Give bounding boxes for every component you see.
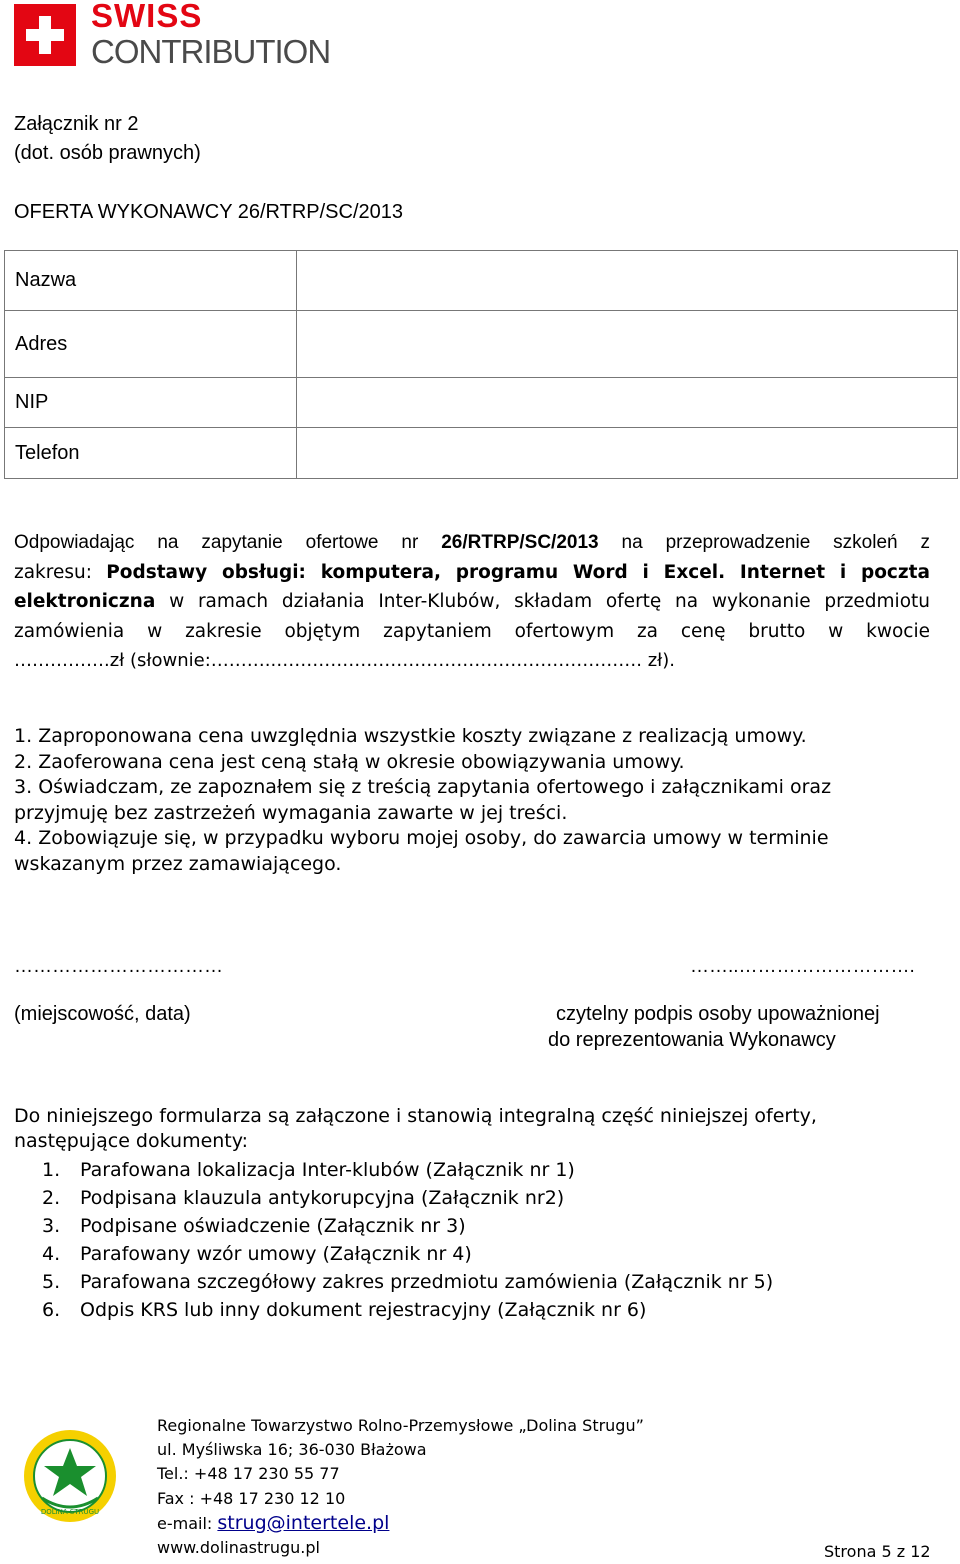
- dolina-strugu-logo-icon: [22, 1428, 118, 1524]
- offer-text: na przeprowadzenie szkoleń z: [621, 532, 931, 553]
- list-item-continued: przyjmuję bez zastrzeżeń wymagania zawarte w jej treści.: [14, 801, 568, 824]
- item-number: 2.: [42, 1187, 61, 1209]
- item-number: 4.: [42, 1243, 61, 1265]
- item-text: Podpisana klauzula antykorupcyjna (Załącznik nr2): [80, 1187, 565, 1209]
- row-label-adres: Adres: [5, 311, 297, 378]
- footer-website[interactable]: www.dolinastrugu.pl: [157, 1538, 320, 1558]
- item-number: 1.: [14, 725, 33, 747]
- offer-number: 26/RTRP/SC/2013: [441, 532, 599, 553]
- attachments-list: [42, 1156, 773, 1324]
- offer-line-1: [14, 528, 930, 558]
- item-text: Parafowany wzór umowy (Załącznik nr 4): [80, 1243, 472, 1265]
- nip-field[interactable]: [297, 378, 958, 428]
- swiss-cross-icon-bar: [26, 29, 64, 41]
- contractor-table: [4, 250, 958, 479]
- logo-line2: CONTRIBUTION: [91, 33, 331, 70]
- row-label-nazwa: Nazwa: [5, 251, 297, 311]
- list-item: [14, 750, 934, 776]
- declarations-list: [14, 724, 934, 877]
- list-item-continued: wskazanym przez zamawiającego.: [14, 852, 342, 875]
- item-text: Odpis KRS lub inny dokument rejestracyjny (Załącznik nr 6): [80, 1299, 647, 1321]
- list-item: [42, 1240, 773, 1268]
- email-link[interactable]: strug@intertele.pl: [217, 1511, 390, 1534]
- dots-place: ……………………………: [14, 956, 223, 977]
- item-number: 6.: [42, 1299, 61, 1321]
- list-item: [42, 1184, 773, 1212]
- list-item: [42, 1268, 773, 1296]
- table-row: [5, 311, 958, 378]
- adres-field[interactable]: [297, 311, 958, 378]
- item-number: 3.: [14, 776, 33, 798]
- dots-signature: ……..……………………….: [690, 956, 915, 977]
- table-row: [5, 251, 958, 311]
- offer-text: zakresu:: [14, 561, 92, 583]
- logo-line1: SWISS: [91, 0, 203, 34]
- footer-org: Regionalne Towarzystwo Rolno-Przemysłowe „Dolina Strugu”: [157, 1416, 644, 1435]
- list-item: [42, 1156, 773, 1184]
- nazwa-field[interactable]: [297, 251, 958, 311]
- footer-email-row: [157, 1511, 644, 1536]
- footer-contact: [157, 1414, 644, 1560]
- item-text: Parafowana lokalizacja Inter-klubów (Załącznik nr 1): [80, 1159, 575, 1181]
- logo-caption: DOLINA STRUGU: [40, 1508, 100, 1516]
- offer-line-2: [14, 558, 930, 588]
- item-number: 5.: [42, 1271, 61, 1293]
- item-text: Zobowiązuje się, w przypadku wyboru mojej osoby, do zawarcia umowy w terminie: [38, 827, 829, 849]
- row-label-nip: NIP: [5, 378, 297, 428]
- table-row: [5, 378, 958, 428]
- attachment-subtitle: (dot. osób prawnych): [14, 142, 201, 164]
- offer-scope: elektroniczna: [14, 591, 156, 613]
- price-line: …………….zł (słownie:………..……………………………………………………. zł).: [14, 650, 675, 672]
- footer-address: ul. Myśliwska 16; 36-030 Błażowa: [157, 1440, 427, 1460]
- item-text: Podpisane oświadczenie (Załącznik nr 3): [80, 1215, 466, 1237]
- item-text: Zaoferowana cena jest ceną stałą w okresie obowiązywania umowy.: [38, 750, 685, 773]
- offer-line-4: zamówienia w zakresie objętym zapytaniem ofertowym za cenę brutto w kwocie: [14, 620, 930, 642]
- table-row: [5, 428, 958, 479]
- attachment-label: Załącznik nr 2: [14, 113, 139, 135]
- place-date-label: (miejscowość, data): [14, 1003, 191, 1025]
- offer-scope: Podstawy obsługi: komputera, programu Word i Excel. Internet i poczta: [106, 561, 930, 583]
- offer-paragraph: [14, 528, 930, 676]
- item-number: 2.: [14, 750, 33, 773]
- attachments-intro-line: następujące dokumenty:: [14, 1130, 249, 1152]
- offer-line-3: [14, 587, 930, 617]
- telefon-field[interactable]: [297, 428, 958, 479]
- list-item: [14, 826, 934, 852]
- list-item: [14, 724, 934, 750]
- item-text: Zaproponowana cena uwzględnia wszystkie koszty związane z realizacją umowy.: [38, 725, 807, 747]
- footer-fax: Fax : +48 17 230 12 10: [157, 1488, 346, 1508]
- offer-text: w ramach działania Inter-Klubów, składam ofertę na wykonanie przedmiotu: [169, 591, 930, 613]
- page-number: Strona 5 z 12: [824, 1542, 931, 1561]
- item-number: 4.: [14, 827, 33, 849]
- attachments-intro: [14, 1104, 817, 1154]
- footer-phone: Tel.: +48 17 230 55 77: [157, 1464, 340, 1484]
- email-label: e-mail:: [157, 1513, 213, 1533]
- row-label-telefon: Telefon: [5, 428, 297, 479]
- item-text: Oświadczam, ze zapoznałem się z treścią zapytania ofertowego i załącznikami oraz: [38, 776, 832, 798]
- item-number: 3.: [42, 1215, 61, 1237]
- list-item: [14, 775, 934, 801]
- signature-label-2: do reprezentowania Wykonawcy: [548, 1029, 836, 1051]
- list-item: [42, 1296, 773, 1324]
- item-text: Parafowana szczegółowy zakres przedmiotu zamówienia (Załącznik nr 5): [80, 1271, 774, 1293]
- attachments-intro-line: Do niniejszego formularza są załączone i stanowią integralną część niniejszej oferty,: [14, 1105, 817, 1127]
- item-number: 1.: [42, 1159, 61, 1181]
- page-title: OFERTA WYKONAWCY 26/RTRP/SC/2013: [14, 201, 404, 223]
- offer-text: Odpowiadając na zapytanie ofertowe nr: [14, 532, 419, 553]
- list-item: [42, 1212, 773, 1240]
- signature-label-1: czytelny podpis osoby upoważnionej: [556, 1003, 880, 1025]
